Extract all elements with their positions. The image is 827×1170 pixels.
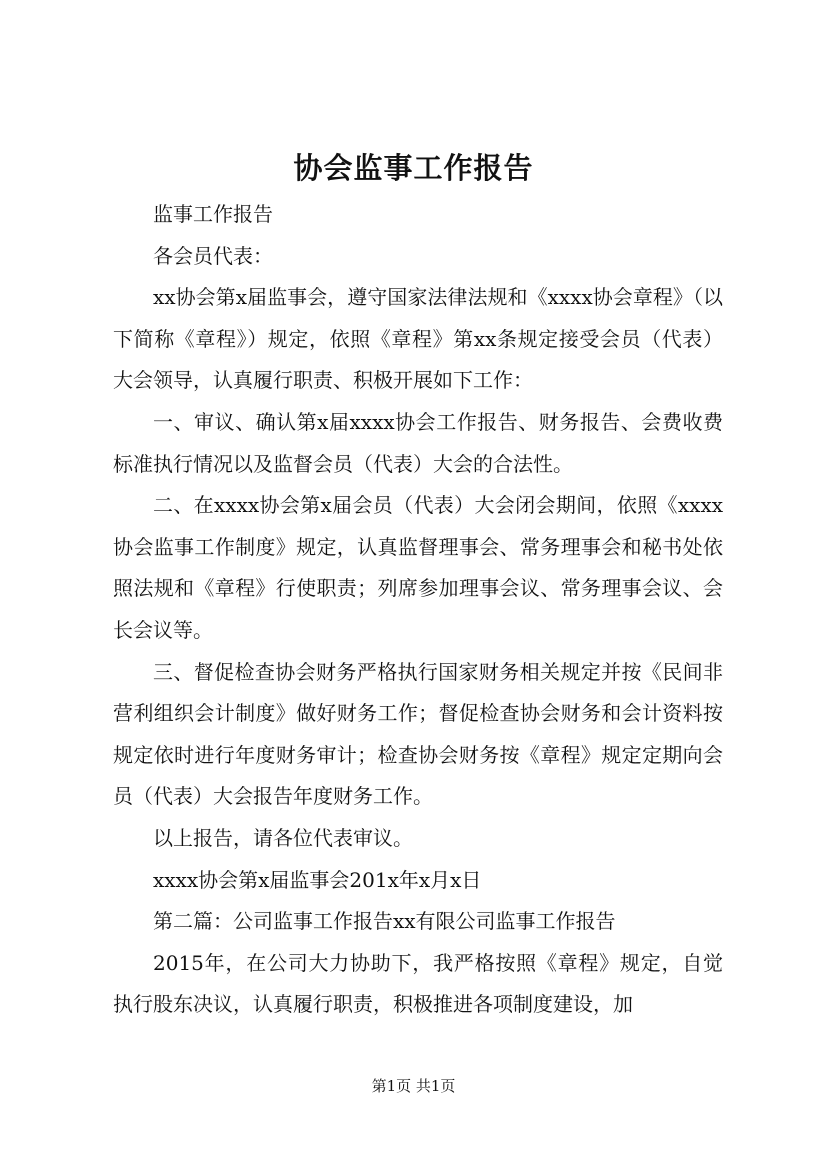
paragraph-closing: 以上报告，请各位代表审议。 bbox=[153, 825, 413, 850]
paragraph-signature: xxxx协会第x届监事会201x年x月x日 bbox=[153, 867, 482, 892]
paragraph-subtitle: 监事工作报告 bbox=[153, 202, 273, 226]
paragraph-second-body: 2015年，在公司大力协助下，我严格按照《章程》规定，自觉执行股东决议，认真履行职责，积极推进各项制度建设，加 bbox=[113, 950, 723, 1017]
paragraph-second-heading: 第二篇：公司监事工作报告xx有限公司监事工作报告 bbox=[153, 909, 616, 934]
paragraph-item-3: 三、督促检查协会财务严格执行国家财务相关规定并按《民间非营利组织会计制度》做好财务工作；督促检查协会财务和会计资料按规定依时进行年度财务审计；检查协会财务按《章程》规定定期向会员（代表）大会报告年度财务工作。 bbox=[113, 659, 723, 809]
paragraph-salutation: 各会员代表： bbox=[153, 243, 273, 268]
document-body bbox=[113, 194, 723, 1026]
paragraph-intro: xx协会第x届监事会，遵守国家法律法规和《xxxx协会章程》（以下简称《章程》）规定，依照《章程》第xx条规定接受会员（代表）大会领导，认真履行职责、积极开展如下工作： bbox=[113, 285, 723, 393]
paragraph-item-2: 二、在xxxx协会第x届会员（代表）大会闭会期间，依照《xxxx协会监事工作制度》规定，认真监督理事会、常务理事会和秘书处依照法规和《章程》行使职责；列席参加理事会议、常务理事会议、会长会议等。 bbox=[113, 493, 723, 642]
document-title: 协会监事工作报告 bbox=[293, 151, 534, 185]
page-number: 第1页 共1页 bbox=[371, 1077, 456, 1095]
paragraph-item-1: 一、审议、确认第x届xxxx协会工作报告、财务报告、会费收费标准执行情况以及监督会员（代表）大会的合法性。 bbox=[113, 409, 723, 476]
